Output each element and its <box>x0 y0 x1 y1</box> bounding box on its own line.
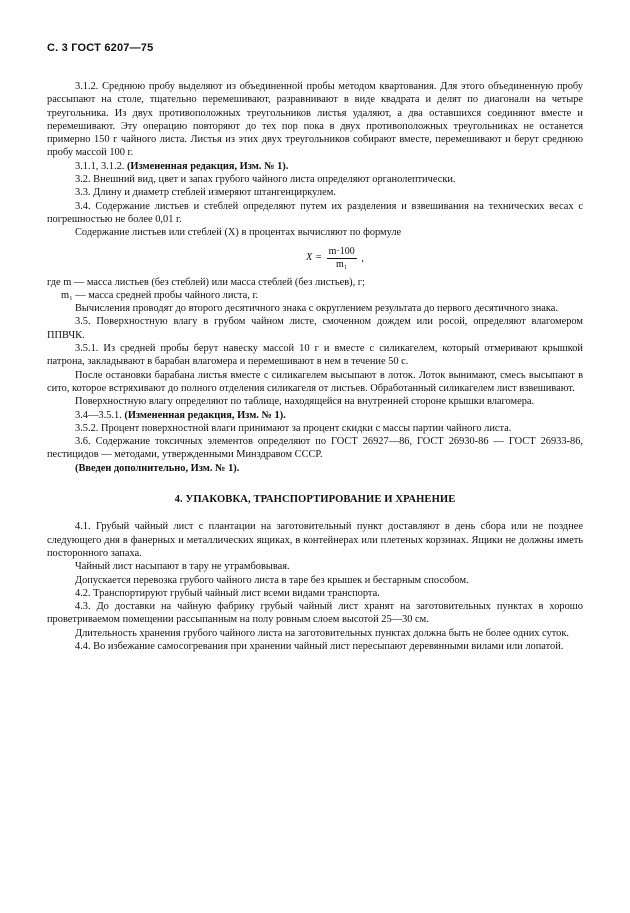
paragraph-storage-duration: Длительность хранения грубого чайного листа на заготовительных пунктах должна быть не более одних суток. <box>75 627 570 639</box>
paragraph-drum: После остановки барабана листья вместе с силикагелем высыпают в лоток. Лоток вынимают, смесь высыпают в сито, которое встряхивают до полного отделения силикагеля от листьев. Обработанный силикагелем лист взвешивают. <box>47 369 583 394</box>
paragraph-tare: Чайный лист насыпают в тару не утрамбовывая. <box>75 561 290 573</box>
paragraph-introduced-note: (Введен дополнительно, Изм. № 1). <box>75 462 240 474</box>
amendment-ref: 3.4—3.5.1. <box>75 409 125 421</box>
paragraph-3-5: 3.5. Поверхностную влагу в грубом чайном листе, смоченном дождем или росой, определяют влагомером ППВЧК. <box>47 316 583 341</box>
page-header: С. 3 ГОСТ 6207—75 <box>47 42 154 54</box>
amendment-note: (Измененная редакция, Изм. № 1). <box>126 160 289 172</box>
paragraph-4-1: 4.1. Грубый чайный лист с плантации на заготовительный пункт доставляют в день сбора или не позднее следующего дня в фанерных и металлических ящиках, в контейнерах или плетеных корзинах. Ящики не должны иметь посторонного запаха. <box>47 521 583 559</box>
formula-numerator: m·100 <box>328 245 355 257</box>
paragraph-3-5-2: 3.5.2. Процент поверхностной влаги принимают за процент скидки с массы партии чайного листа. <box>75 422 512 434</box>
formula <box>87 246 583 272</box>
paragraph-amendment-1 <box>47 160 583 173</box>
formula-tail: , <box>361 252 364 264</box>
paragraph-moisture-table: Поверхностную влагу определяют по таблице, находящейся на внутренней стороне крышки влагомера. <box>75 396 535 408</box>
paragraph-3-1-2: 3.1.2. Среднюю пробу выделяют из объединенной пробы методом квартования. Для этого объединенную пробу рассыпают на столе, тщательно перемешивают, разравнивают в виде квадрата и делят по диагонали на четыре треугольника. Из двух противоположных треугольников листья удаляют, а два оставшихся соединяют вместе и перемешивают. Эту операцию повторяют до тех пор пока в двух противоположных треугольниках не останется примерно 150 г чайного листа. Листья из этих двух треугольников собирают вместе, перемешивают и берут среднюю пробу массой 100 г. <box>47 81 583 159</box>
paragraph-calculation: Вычисления проводят до второго десятичного знака с округлением результата до первого десятичного знака. <box>75 303 559 315</box>
paragraph-transport-allowed: Допускается перевозка грубого чайного листа в таре без крышек и бестарным способом. <box>75 574 469 586</box>
amendment-ref: 3.1.1, 3.1.2. <box>75 160 127 172</box>
paragraph-4-2: 4.2. Транспортируют грубый чайный лист всеми видами транспорта. <box>75 587 380 599</box>
paragraph-formula-intro: Содержание листьев или стеблей (X) в процентах вычисляют по формуле <box>75 227 402 239</box>
paragraph-4-4: 4.4. Во избежание самосогревания при хранении чайный лист пересыпают деревянными вилами или лопатой. <box>75 640 564 652</box>
paragraph-3-3: 3.3. Длину и диаметр стеблей измеряют штангенциркулем. <box>75 187 336 199</box>
section-title: 4. УПАКОВКА, ТРАНСПОРТИРОВАНИЕ И ХРАНЕНИЕ <box>174 494 456 506</box>
paragraph-3-5-1: 3.5.1. Из средней пробы берут навеску массой 10 г и вместе с силикагелем, который отмеривают крышкой патрона, закладывают в барабан влагомера и перемешивают в нем в течение 50 с. <box>47 343 583 368</box>
paragraph-3-4: 3.4. Содержание листьев и стеблей определяют путем их разделения и взвешивания на технических весах с погрешностью не более 0,01 г. <box>47 200 583 225</box>
document-body <box>47 80 583 653</box>
paragraph-4-3: 4.3. До доставки на чайную фабрику грубый чайный лист хранят на заготовительных пунктах в хорошо проветриваемом помещении рассыпанным на полу ровным слоем высотой 25—30 см. <box>47 601 583 626</box>
formula-lhs: X = <box>306 252 323 264</box>
formula-where-m: где m — масса листьев (без стеблей) или масса стеблей (без листьев), г; <box>47 276 365 288</box>
paragraph-3-2: 3.2. Внешний вид, цвет и запах грубого чайного листа определяют органолептически. <box>75 174 456 186</box>
formula-denominator: m₁ <box>336 258 348 270</box>
formula-where-m1: m₁ — масса средней пробы чайного листа, г. <box>61 289 259 301</box>
formula-fraction <box>327 246 357 271</box>
amendment-note: (Измененная редакция, Изм. № 1). <box>124 409 286 421</box>
paragraph-3-6: 3.6. Содержание токсичных элементов определяют по ГОСТ 26927—86, ГОСТ 26930-86 — ГОСТ 26933-86, пестицидов — методами, утвержденными Минздравом СССР. <box>47 436 583 461</box>
paragraph-amendment-2 <box>47 409 583 422</box>
